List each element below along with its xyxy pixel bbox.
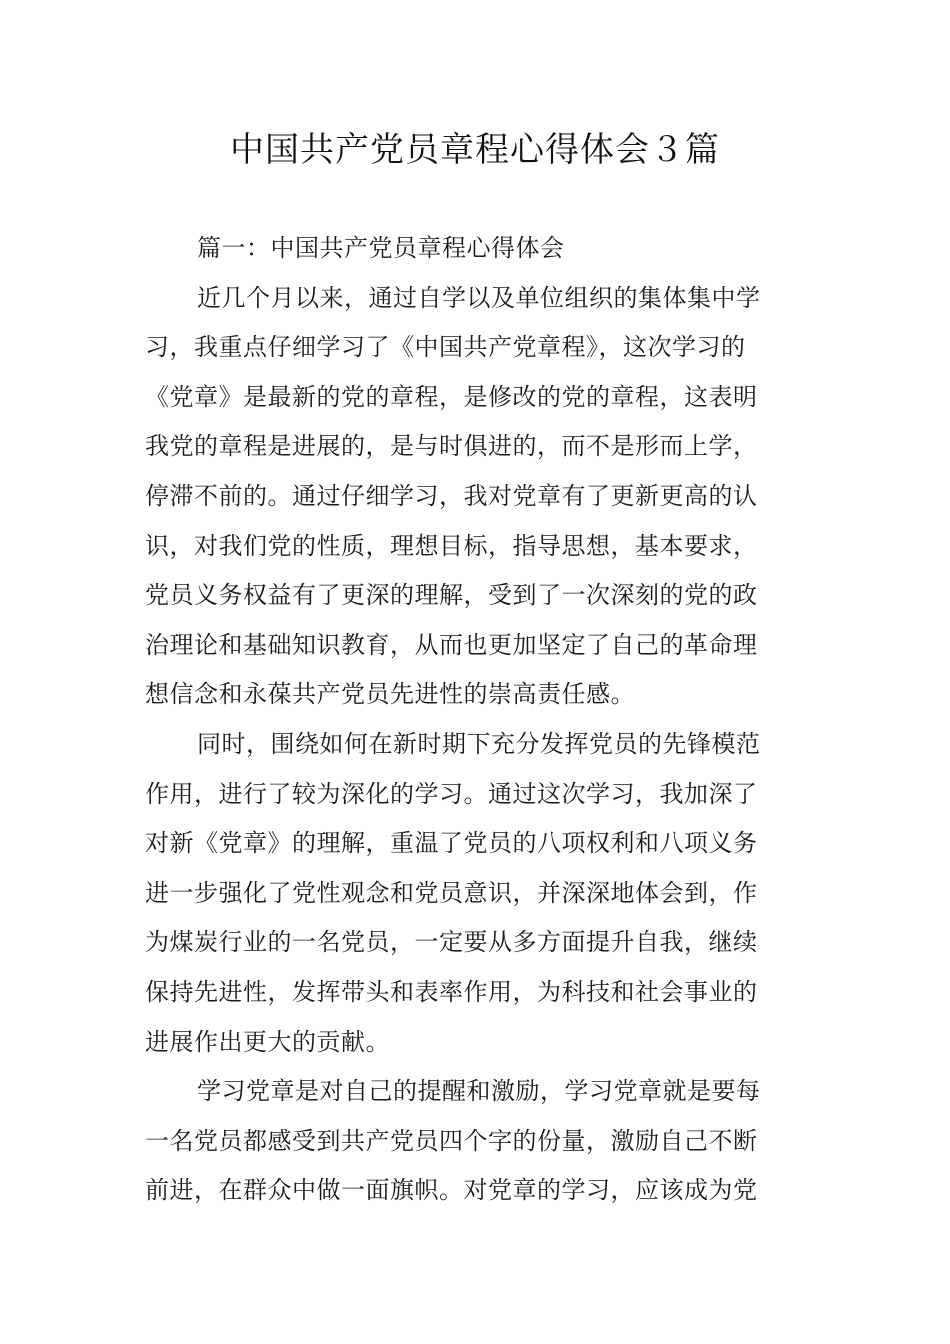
paragraph-line: 为煤炭行业的一名党员，一定要从多方面提升自我，继续	[145, 928, 758, 957]
paragraph-line: 我党的章程是进展的，是与时俱进的，而不是形而上学，	[145, 432, 758, 461]
paragraph-line: 前进，在群众中做一面旗帜。对党章的学习，应该成为党	[145, 1176, 758, 1205]
paragraph-line: 近几个月以来，通过自学以及单位组织的集体集中学	[197, 283, 761, 312]
paragraph-line: 识，对我们党的性质，理想目标，指导思想，基本要求，	[145, 531, 758, 560]
paragraph-line: 想信念和永葆共产党员先进性的崇高责任感。	[145, 680, 635, 709]
paragraph-line: 学习党章是对自己的提醒和激励，学习党章就是要每	[197, 1077, 761, 1106]
paragraph-line: 党员义务权益有了更深的理解，受到了一次深刻的党的政	[145, 581, 758, 610]
paragraph-line: 进展作出更大的贡献。	[145, 1027, 390, 1056]
paragraph-line: 作用，进行了较为深化的学习。通过这次学习，我加深了	[145, 779, 758, 808]
document-body	[145, 224, 807, 1216]
paragraph-line: 同时，围绕如何在新时期下充分发挥党员的先锋模范	[197, 729, 761, 758]
page-title: 中国共产党员章程心得体会３篇	[230, 130, 720, 170]
section-heading: 篇一：中国共产党员章程心得体会	[197, 234, 565, 262]
paragraph-line: 治理论和基础知识教育，从而也更加坚定了自己的革命理	[145, 630, 758, 659]
paragraph-line: 停滞不前的。通过仔细学习，我对党章有了更新更高的认	[145, 481, 758, 510]
paragraph-line: 《党章》是最新的党的章程，是修改的党的章程，这表明	[145, 382, 758, 411]
paragraph-line: 一名党员都感受到共产党员四个字的份量，激励自己不断	[145, 1126, 758, 1155]
paragraph-line: 对新《党章》的理解，重温了党员的八项权利和八项义务	[145, 829, 758, 858]
paragraph-line: 进一步强化了党性观念和党员意识，并深深地体会到，作	[145, 878, 758, 907]
paragraph-line: 习，我重点仔细学习了《中国共产党章程》，这次学习的	[145, 333, 746, 362]
paragraph-line: 保持先进性，发挥带头和表率作用，为科技和社会事业的	[145, 977, 758, 1006]
